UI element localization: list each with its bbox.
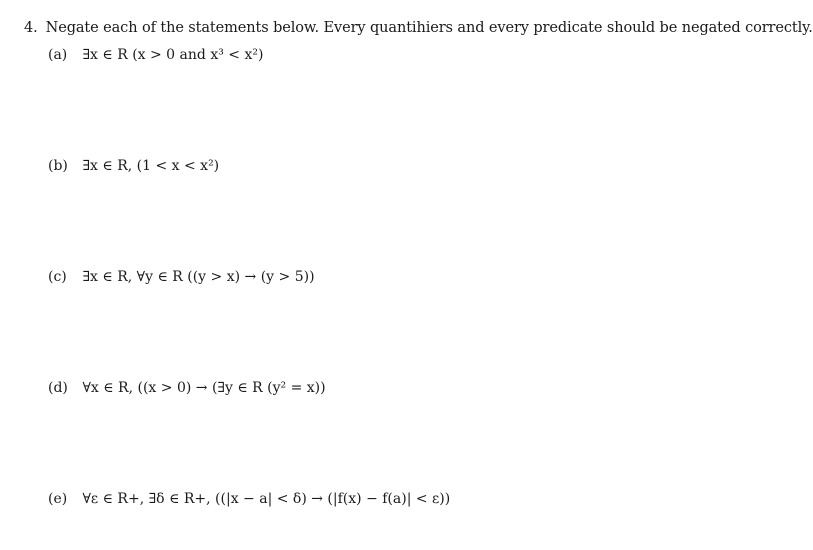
part-statement: ∃x ∈ R, ∀y ∈ R ((y > x) → (y > 5)) — [82, 269, 315, 285]
problem-instruction: Negate each of the statements below. Every quantihiers and every predicate should be negated correctly. — [45, 20, 813, 36]
part-statement: ∃x ∈ R, (1 < x < x²) — [82, 158, 220, 174]
part-label: (a) — [48, 47, 68, 63]
part-label: (e) — [48, 491, 68, 507]
part-a — [48, 47, 263, 63]
problem-heading — [24, 20, 813, 36]
part-statement: ∀ε ∈ R+, ∃δ ∈ R+, ((|x − a| < δ) → (|f(x) − f(a)| < ε)) — [82, 491, 451, 507]
part-e — [48, 491, 450, 507]
part-label: (c) — [48, 269, 67, 285]
part-statement: ∃x ∈ R (x > 0 and x³ < x²) — [82, 47, 264, 63]
part-c — [48, 269, 315, 285]
part-d — [48, 380, 326, 396]
part-label: (b) — [48, 158, 68, 174]
part-label: (d) — [48, 380, 68, 396]
part-statement: ∀x ∈ R, ((x > 0) → (∃y ∈ R (y² = x)) — [82, 380, 326, 396]
part-b — [48, 158, 219, 174]
problem-number: 4. — [24, 20, 38, 36]
